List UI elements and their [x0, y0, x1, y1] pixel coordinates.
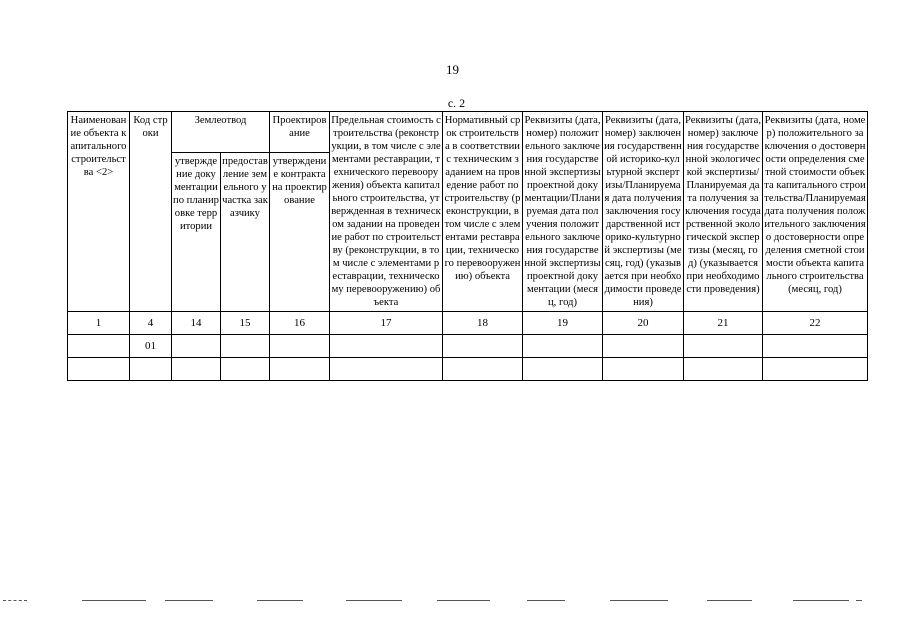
table-row: [68, 358, 868, 381]
column-number: 14: [172, 312, 221, 335]
footer-line: [346, 600, 402, 601]
footer-line: [165, 600, 213, 601]
header-historical-expertise: Реквизиты (дата, номер) заключения государственной историко-культурной экспертизы/Планируемая дата получения заключения государственной историко-культурной экспертизы (месяц, год) (указывается при необходимости проведения): [603, 112, 684, 312]
footer-line: [707, 600, 752, 601]
table-cell: [68, 335, 130, 358]
header-design: Проектирование: [270, 112, 330, 153]
footer-line: [610, 600, 668, 601]
column-number: 19: [523, 312, 603, 335]
column-number-row: [68, 312, 868, 335]
footer-line: [82, 600, 146, 601]
table-cell: [68, 358, 130, 381]
table-cell: [603, 358, 684, 381]
column-number: 22: [763, 312, 868, 335]
header-ecological-expertise: Реквизиты (дата, номер) заключения государственной экологической экспертизы/ Планируемая дата получения заключения государственной экологической экспертизы (месяц, год) (указывается при необходимости проведения): [684, 112, 763, 312]
table-cell: [172, 358, 221, 381]
header-cost-reliability: Реквизиты (дата, номер) положительного заключения о достоверности определения сметной стоимости объекта капитального строительства/Планируемая дата получения положительного заключения о достоверности определения сметной стоимости объекта капитального строительства (месяц, год): [763, 112, 868, 312]
table-cell: [763, 335, 868, 358]
column-number: 16: [270, 312, 330, 335]
table-cell: [443, 358, 523, 381]
footer-line: [793, 600, 849, 601]
footer-line: [437, 600, 490, 601]
table-cell: [443, 335, 523, 358]
column-number: 20: [603, 312, 684, 335]
table-cell: [763, 358, 868, 381]
report-table: [67, 111, 868, 381]
header-max-cost: Предельная стоимость строительства (реконструкции, в том числе с элементами реставрации, технического перевооружения) объекта капитального строительства, утвержденная в техническом задании на проведение работ по строительству (реконструкции, в том числе с элементами реставрации, техническому перевооружению) объекта: [330, 112, 443, 312]
column-number: 18: [443, 312, 523, 335]
header-object-name: Наименование объекта капитального строительства <2>: [68, 112, 130, 312]
table-cell: [221, 358, 270, 381]
table-cell: [270, 358, 330, 381]
footer-lines: [0, 600, 905, 604]
column-number: 15: [221, 312, 270, 335]
header-row-1: [68, 112, 868, 153]
table-cell: 01: [130, 335, 172, 358]
header-planning-docs: утверждение документации по планировке территории: [172, 153, 221, 312]
table-cell: [330, 358, 443, 381]
table-cell: [172, 335, 221, 358]
table-cell: [603, 335, 684, 358]
header-land-provision: предоставление земельного участка заказчику: [221, 153, 270, 312]
table-cell: [330, 335, 443, 358]
header-land-allotment: Землеотвод: [172, 112, 270, 153]
table-row: [68, 335, 868, 358]
column-number: 1: [68, 312, 130, 335]
footer-line: [856, 600, 862, 601]
header-state-expertise: Реквизиты (дата, номер) положительного заключения государственной экспертизы проектной документации/Планируемая дата получения положительного заключения государственной экспертизы проектной документации (месяц, год): [523, 112, 603, 312]
table-cell: [270, 335, 330, 358]
table-cell: [523, 335, 603, 358]
footer-line: [257, 600, 303, 601]
footer-line: [527, 600, 565, 601]
table-cell: [523, 358, 603, 381]
table-cell: [130, 358, 172, 381]
table-cell: [684, 358, 763, 381]
footer-line: [3, 600, 27, 601]
sheet-label: с. 2: [447, 96, 466, 110]
table-cell: [221, 335, 270, 358]
table-cell: [684, 335, 763, 358]
column-number: 4: [130, 312, 172, 335]
page-number: 19: [446, 62, 459, 77]
header-normative-term: Нормативный срок строительства в соответствии с техническим заданием на проведение работ по строительству (реконструкции, в том числе с элементами реставрации, технического перевооружению) объекта: [443, 112, 523, 312]
header-design-contract: утверждение контракта на проектирование: [270, 153, 330, 312]
column-number: 17: [330, 312, 443, 335]
column-number: 21: [684, 312, 763, 335]
header-row-code: Код строки: [130, 112, 172, 312]
